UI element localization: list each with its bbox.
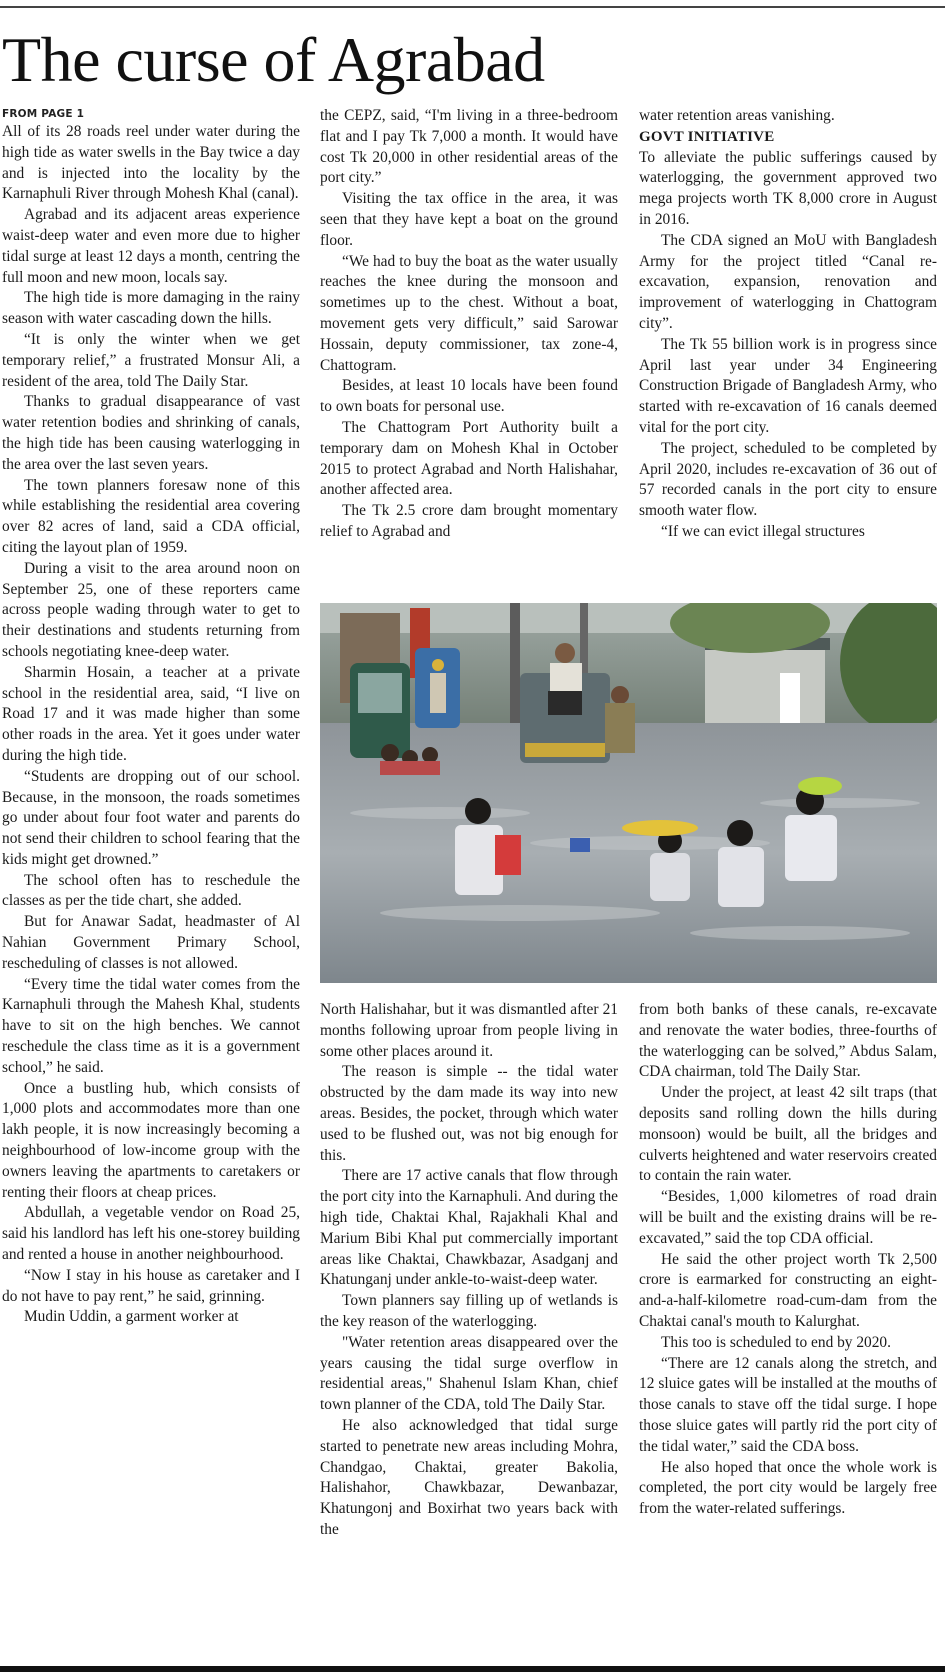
column-3-top — [639, 106, 937, 586]
paragraph: Under the project, at least 42 silt traps (that deposits sand rolling down the hills during monsoon) would be built, all the bridges and culverts heightened and water reservoirs created to contain the rain water. — [639, 1084, 937, 1185]
paragraph: “There are 12 canals along the stretch, and 12 sluice gates will be installed at the mouths of those canals to stave off the tidal surge. I hope those sluice gates will partly rid the port city of the tidal water,” said the CDA boss. — [639, 1354, 937, 1455]
paragraph: Mudin Uddin, a garment worker at — [24, 1308, 239, 1326]
paragraph: from both banks of these canals, re-excavate and renovate the water bodies, three-fourths of the waterlogging can be solved,” Abdus Salam, CDA chairman, told The Daily Star. — [639, 1001, 937, 1081]
paragraph: This too is scheduled to end by 2020. — [661, 1333, 891, 1351]
flooded-street-photo — [320, 603, 937, 983]
paragraph: Visiting the tax office in the area, it was seen that they have kept a boat on the ground floor. — [320, 190, 618, 249]
paragraph: Abdullah, a vegetable vendor on Road 25, said his landlord has left his one-storey building and rented a house in another neighbourhood. — [2, 1204, 300, 1264]
paragraph: But for Anawar Sadat, headmaster of Al Nahian Government Primary School, rescheduling of classes is not allowed. — [2, 913, 300, 972]
paragraph: Thanks to gradual disappearance of vast water retention bodies and shrinking of canals, the high tide has been causing waterlogging in the area over the last seven years. — [2, 393, 300, 473]
paragraph: Once a bustling hub, which consists of 1,000 plots and accommodates more than one lakh people, it is now increasingly becoming a neighbourhood of low-income group with the owners leaving the apartments to caretakers or renting their floors at cheap prices. — [2, 1079, 300, 1201]
column-2-top-body — [320, 106, 618, 543]
paragraph: the CEPZ, said, “I'm living in a three-bedroom flat and I pay Tk 7,000 a month. It would have cost Tk 20,000 in other residential areas of the port city.” — [320, 107, 618, 187]
continued-line: water retention areas vanishing. — [639, 107, 835, 124]
paragraph: Town planners say filling up of wetlands is the key reason of the waterlogging. — [320, 1292, 618, 1330]
paragraph: North Halishahar, but it was dismantled after 21 months following uproar from people living in some other places around it. — [320, 1001, 618, 1060]
paragraph: The project, scheduled to be completed by April 2020, includes re-excavation of 36 out of 57 recorded canals in the port city to ensure smooth water flow. — [639, 439, 937, 520]
photo-illustration — [320, 603, 937, 983]
subhead-govt-initiative: GOVT INITIATIVE — [639, 128, 775, 145]
column-3-top-body — [639, 148, 937, 543]
paragraph: Besides, at least 10 locals have been found to own boats for personal use. — [320, 377, 618, 416]
column-2-bottom-body — [320, 1000, 618, 1541]
paragraph: The Tk 2.5 crore dam brought momentary relief to Agrabad and — [320, 502, 618, 540]
paragraph: “Now I stay in his house as caretaker and I do not have to pay rent,” he said, grinning. — [2, 1266, 300, 1305]
column-3-bottom-body — [639, 1000, 937, 1520]
paragraph: Agrabad and its adjacent areas experience waist-deep water and even more due to higher tidal surge at least 12 days a month, centring the full moon and new moon, locals say. — [2, 206, 300, 286]
paragraph: “If we can evict illegal structures — [661, 522, 865, 540]
top-rule — [0, 6, 945, 8]
paragraph: “Every time the tidal water comes from the Karnaphuli through the Mahesh Khal, students have to sit on the high benches. We cannot reschedule the class time as it is a government school,” he said. — [2, 975, 300, 1076]
paragraph: There are 17 active canals that flow through the port city into the Karnaphuli. And during the high tide, Chaktai Khal, Rajakhali Khal and Marium Bibi Khal put commercially important areas like Chaktai, Chawkbazar, Asadganj and Khatunganj under ankle-to-waist-deep water. — [320, 1167, 618, 1289]
paragraph: The Tk 55 billion work is in progress since April last year under 34 Engineering Construction Brigade of Bangladesh Army, who started with re-excavation of 16 canals deemed vital for the port city. — [639, 335, 937, 436]
column-2-bottom — [320, 1000, 618, 1668]
paragraph: To alleviate the public sufferings caused by waterlogging, the government approved two mega projects worth TK 8,000 crore in August in 2016. — [639, 148, 937, 228]
paragraph: “It is only the winter when we get temporary relief,” a frustrated Monsur Ali, a resident of the area, told The Daily Star. — [2, 330, 300, 390]
paragraph: Sharmin Hosain, a teacher at a private school in the residential area, said, “I live on Road 17 and it was made higher than some other roads in the area. Yet it goes under water during the high tide. — [2, 663, 300, 764]
paragraph: "Water retention areas disappeared over the years causing the tidal surge overflow in residential areas," Shahenul Islam Khan, chief town planner of the CDA, told The Daily Star. — [320, 1333, 618, 1414]
paragraph: All of its 28 roads reel under water during the high tide as water swells in the Bay twice a day and is injected into the locality by the Karnaphuli River through Mohesh Khal (canal). — [2, 123, 300, 203]
paragraph: “We had to buy the boat as the water usually reaches the knee during the monsoon and sometimes up to the chest. Without a boat, movement gets very difficult,” said Sarowar Hossain, deputy commissioner, tax zone-4, Chattogram. — [320, 252, 618, 374]
paragraph: “Besides, 1,000 kilometres of road drain will be built and the existing drains will be re-excavated,” said the top CDA official. — [639, 1188, 937, 1247]
paragraph: The CDA signed an MoU with Bangladesh Army for the project titled “Canal re-excavation, expansion, renovation and improvement of waterlogging in Chattogram city”. — [639, 231, 937, 332]
paragraph: The high tide is more damaging in the rainy season with water cascading down the hills. — [2, 289, 300, 328]
paragraph: The Chattogram Port Authority built a temporary dam on Mohesh Khal in October 2015 to protect Agrabad and North Halishahar, another affected area. — [320, 418, 618, 499]
paragraph: The reason is simple -- the tidal water obstructed by the dam made its way into new areas. Besides, the pocket, through which water used to be flushed out, was not big enough for this. — [320, 1063, 618, 1164]
paragraph: During a visit to the area around noon on September 25, one of these reporters came across people wading through water to get to their destinations and students returning from schools negotiating knee-deep water. — [2, 559, 300, 660]
column-1-body — [2, 122, 300, 1328]
paragraph: “Students are dropping out of our school. Because, in the monsoon, the roads sometimes go under about four foot water and parents do not send their children to school fearing that the kids might get drowned.” — [2, 767, 300, 868]
paragraph: He also hoped that once the whole work is completed, the port city would be largely free from the water-related sufferings. — [639, 1458, 937, 1518]
kicker: FROM PAGE 1 — [2, 108, 85, 120]
column-1 — [2, 106, 300, 1668]
paragraph: He also acknowledged that tidal surge started to penetrate new areas including Mohra, Chandgao, Chaktai, greater Bakolia, Halishahor, Chawkbazar, Dewanbazar, Khatungonj and Boxirhat two years back with the — [320, 1416, 618, 1538]
column-2-top — [320, 106, 618, 586]
headline: The curse of Agrabad — [2, 24, 545, 95]
paragraph: The town planners foresaw none of this while establishing the residential area covering over 82 acres of land, said a CDA official, citing the layout plan of 1959. — [2, 476, 300, 556]
column-3-bottom — [639, 1000, 937, 1668]
paragraph: The school often has to reschedule the classes as per the tide chart, she added. — [2, 871, 300, 910]
bottom-rule — [0, 1666, 945, 1672]
paragraph: He said the other project worth Tk 2,500 crore is earmarked for constructing an eight-and-a-half-kilometre road-cum-dam from the Chaktai canal's mouth to Kalurghat. — [639, 1250, 937, 1330]
